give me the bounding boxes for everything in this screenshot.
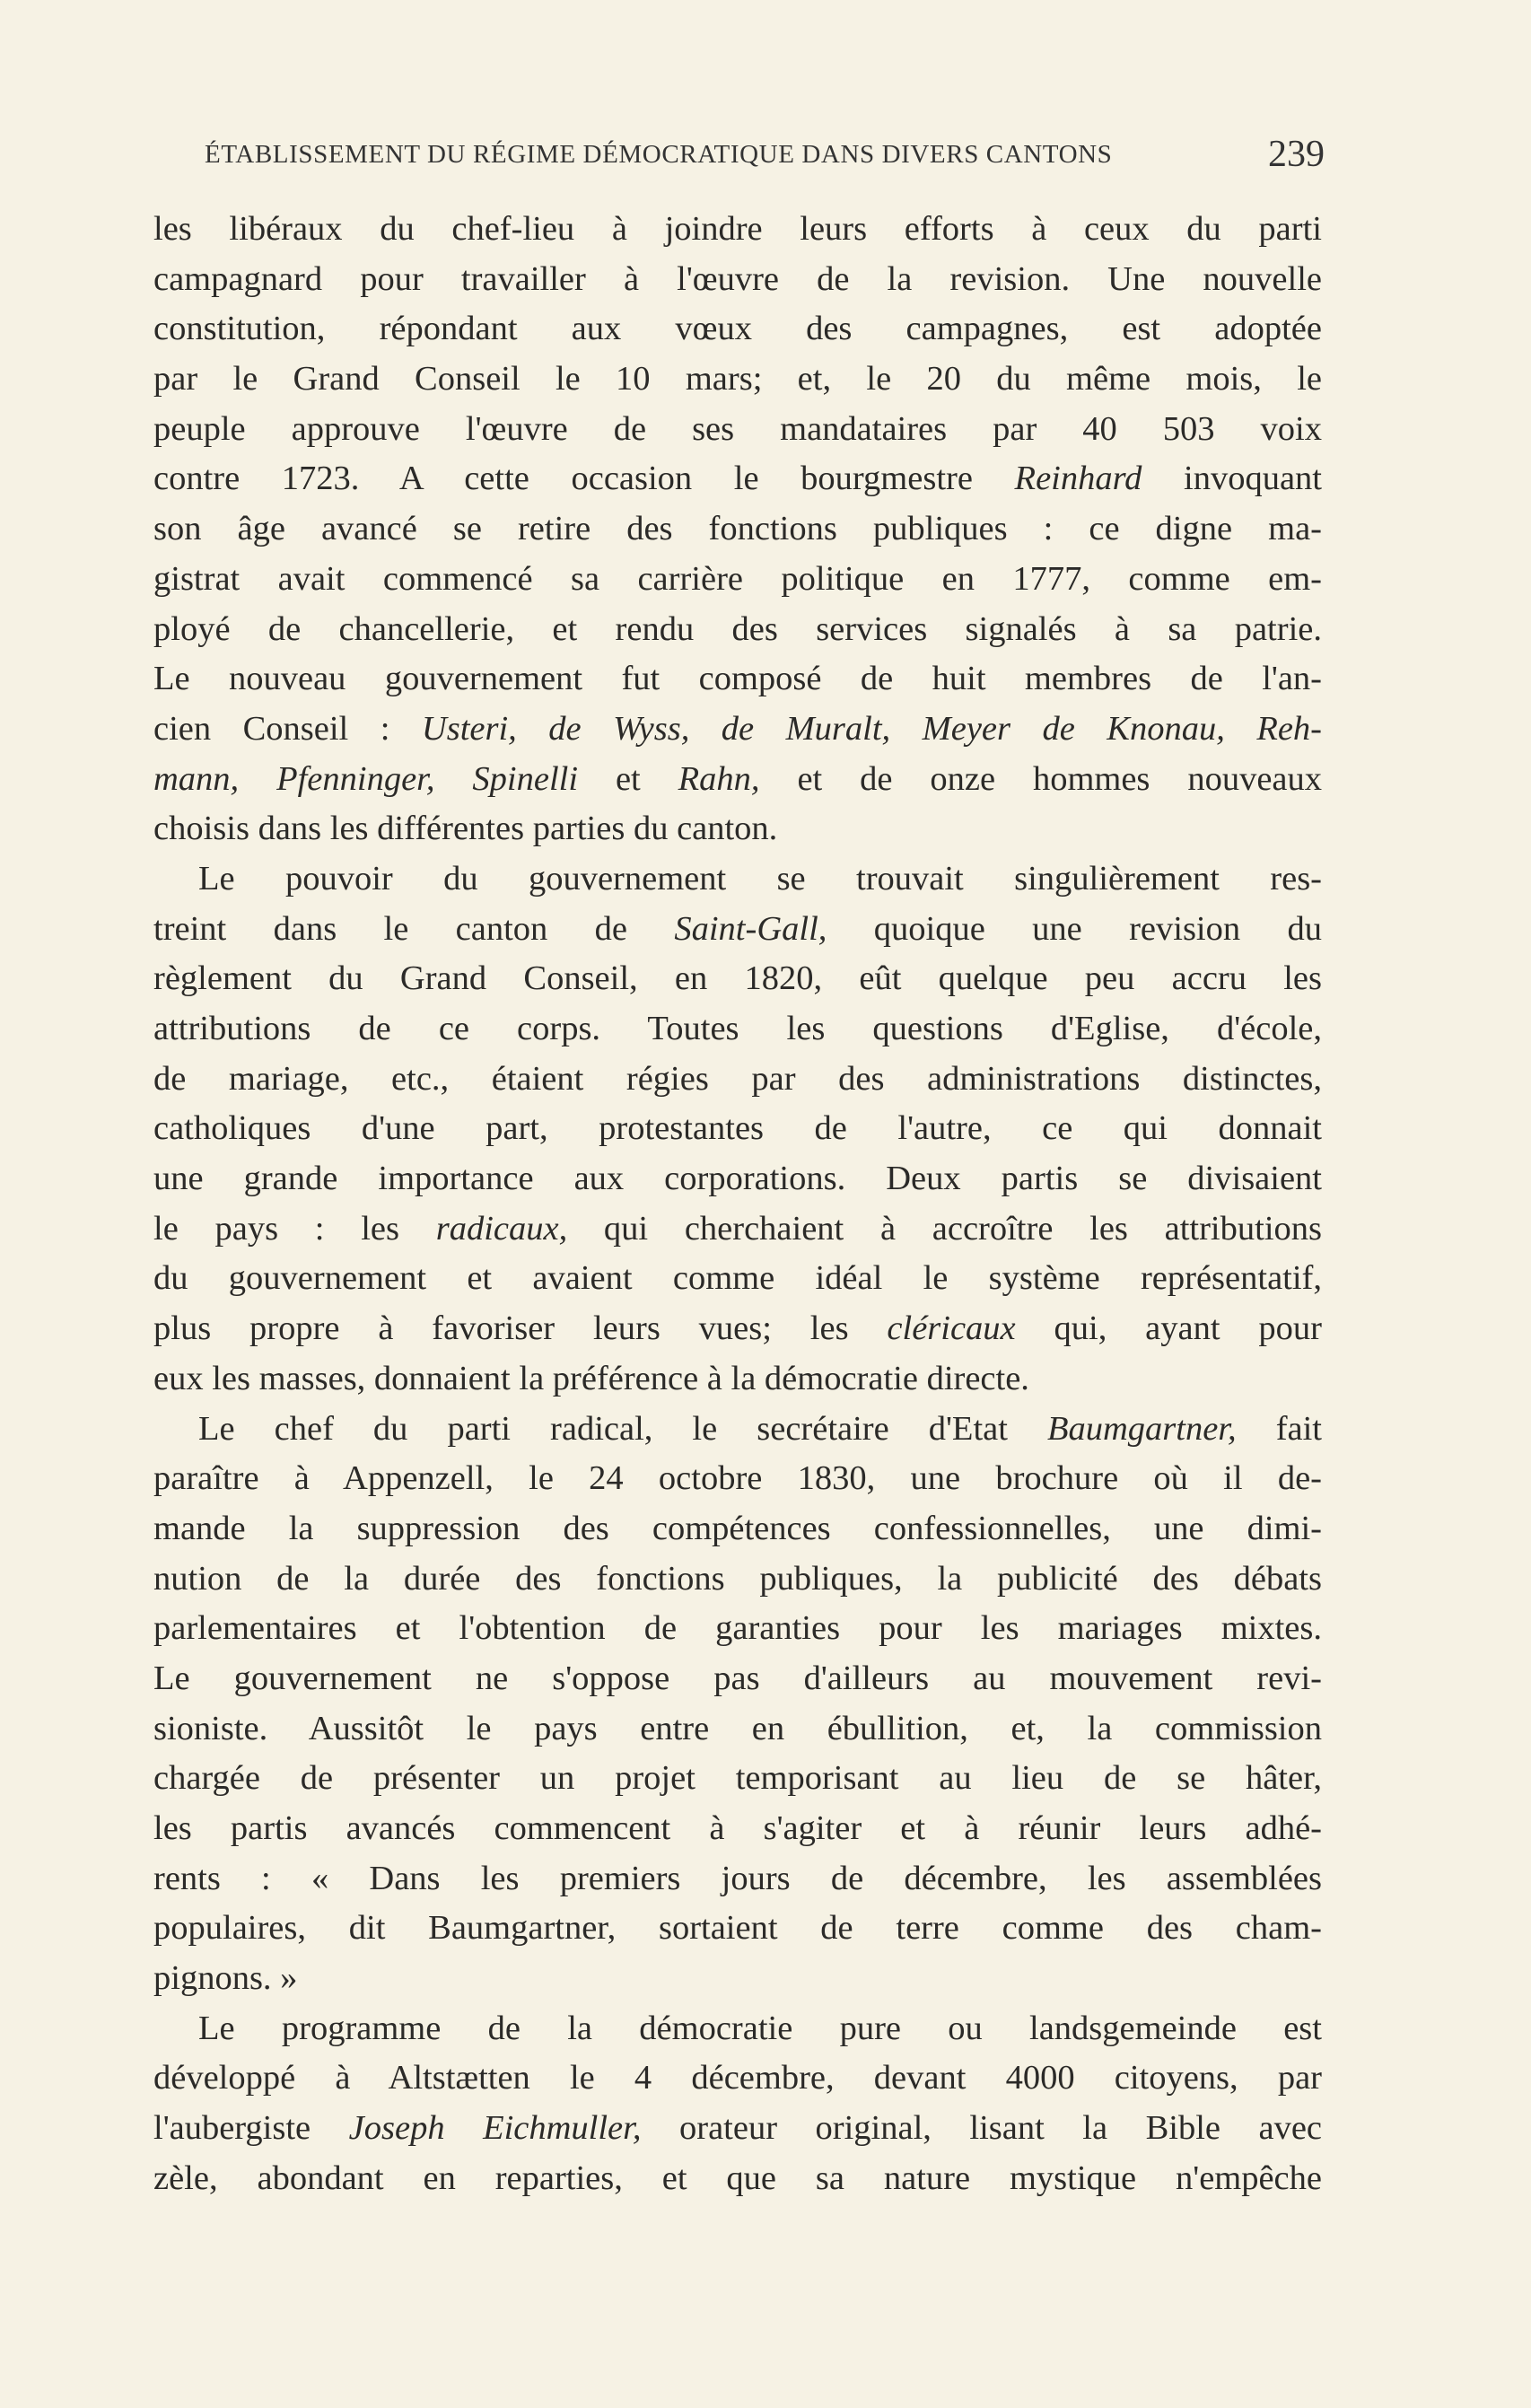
italic-name: Usteri, de Wyss, de Muralt, Meyer de Knonau, Reh- xyxy=(421,709,1322,748)
text-line xyxy=(153,1654,1322,1704)
text-segment: paraître à Appenzell, le 24 octobre 1830, une brochure où il de- xyxy=(153,1459,1322,1498)
paragraph xyxy=(153,1405,1322,2004)
text-segment: développé à Altstætten le 4 décembre, devant 4000 citoyens, par xyxy=(153,2059,1322,2097)
text-segment: contre 1723. A cette occasion le bourgmestre xyxy=(153,460,1015,498)
text-segment: du gouvernement et avaient comme idéal le système représentatif, xyxy=(153,1259,1322,1298)
text-segment: pignons. » xyxy=(153,1959,298,1998)
text-line xyxy=(153,1804,1322,1854)
text-segment: règlement du Grand Conseil, en 1820, eût quelque peu accru les xyxy=(153,959,1322,998)
text-segment: catholiques d'une part, protestantes de l'autre, ce qui donnait xyxy=(153,1109,1322,1148)
text-segment: nution de la durée des fonctions publiques, la publicité des débats xyxy=(153,1559,1322,1598)
body-text xyxy=(153,205,1322,2204)
text-segment: l'aubergiste xyxy=(153,2109,349,2148)
text-segment: parlementaires et l'obtention de garanties pour les mariages mixtes. xyxy=(153,1609,1322,1648)
text-segment: Le pouvoir du gouvernement se trouvait singulièrement res- xyxy=(198,859,1322,898)
text-line xyxy=(153,1454,1322,1504)
text-line xyxy=(153,1904,1322,1954)
text-segment: invoquant xyxy=(1142,460,1322,498)
text-segment: rents : « Dans les premiers jours de décembre, les assemblées xyxy=(153,1859,1322,1897)
italic-name: cléricaux xyxy=(887,1309,1016,1348)
paragraph xyxy=(153,205,1322,854)
text-segment: ployé de chancellerie, et rendu des services signalés à sa patrie. xyxy=(153,609,1322,648)
text-line xyxy=(153,555,1322,605)
text-segment: Le programme de la démocratie pure ou landsgemeinde est xyxy=(198,2009,1322,2047)
text-segment: treint dans le canton de xyxy=(153,909,675,948)
text-line xyxy=(153,1104,1322,1154)
italic-name: Joseph Eichmuller, xyxy=(348,2109,642,2148)
text-segment: orateur original, lisant la Bible avec xyxy=(641,2109,1322,2148)
text-segment: attributions de ce corps. Toutes les questions d'Eglise, d'école, xyxy=(153,1010,1322,1047)
text-line xyxy=(153,2053,1322,2104)
text-segment: les libéraux du chef-lieu à joindre leurs efforts à ceux du parti xyxy=(153,210,1322,248)
text-line xyxy=(153,1204,1322,1255)
text-line xyxy=(153,1754,1322,1804)
text-line xyxy=(153,1254,1322,1304)
text-segment: quoique une revision du xyxy=(827,909,1322,948)
text-line xyxy=(153,2104,1322,2154)
text-line xyxy=(153,1954,1322,2004)
text-line xyxy=(153,755,1322,805)
text-segment: le pays : les xyxy=(153,1209,436,1248)
text-segment: populaires, dit Baumgartner, sortaient de terre comme des cham- xyxy=(153,1909,1322,1948)
text-line xyxy=(153,905,1322,955)
text-segment: mande la suppression des compétences confessionnelles, une dimi- xyxy=(153,1509,1322,1547)
text-segment: Le chef du parti radical, le secrétaire d'Etat xyxy=(198,1409,1047,1448)
italic-name: Baumgartner, xyxy=(1046,1409,1237,1448)
text-segment: et xyxy=(578,759,678,798)
text-segment: les partis avancés commencent à s'agiter et à réunir leurs adhé- xyxy=(153,1809,1322,1847)
text-segment: campagnard pour travailler à l'œuvre de la revision. Une nouvelle xyxy=(153,259,1322,298)
running-header xyxy=(205,133,1325,178)
text-segment: par le Grand Conseil le 10 mars; et, le 20 du même mois, le xyxy=(153,360,1322,398)
text-line xyxy=(153,1405,1322,1455)
text-line xyxy=(153,1554,1322,1605)
text-segment: qui cherchaient à accroître les attributions xyxy=(567,1209,1323,1248)
text-line xyxy=(153,405,1322,455)
italic-name: mann, Pfenninger, Spinelli xyxy=(153,759,579,798)
text-segment: plus propre à favoriser leurs vues; les xyxy=(153,1309,888,1348)
text-segment: peuple approuve l'œuvre de ses mandataires par 40 503 voix xyxy=(153,409,1322,448)
text-line xyxy=(153,854,1322,905)
text-segment: Le gouvernement ne s'oppose pas d'ailleurs au mouvement revi- xyxy=(153,1659,1322,1697)
text-line xyxy=(153,1055,1322,1105)
text-segment: eux les masses, donnaient la préférence à la démocratie directe. xyxy=(153,1359,1029,1397)
text-segment: de mariage, etc., étaient régies par des administrations distinctes, xyxy=(153,1059,1322,1098)
running-title: ÉTABLISSEMENT DU RÉGIME DÉMOCRATIQUE DANS DIVERS CANTONS xyxy=(205,140,1113,169)
text-line xyxy=(153,205,1322,255)
text-line xyxy=(153,504,1322,555)
text-segment: Le nouveau gouvernement fut composé de huit membres de l'an- xyxy=(153,660,1322,698)
text-line xyxy=(153,1854,1322,1905)
text-line xyxy=(153,1304,1322,1354)
text-segment: sioniste. Aussitôt le pays entre en ébullition, et, la commission xyxy=(153,1709,1322,1747)
text-line xyxy=(153,1504,1322,1554)
text-line xyxy=(153,355,1322,405)
text-segment: choisis dans les différentes parties du canton. xyxy=(153,810,778,848)
text-line xyxy=(153,1004,1322,1055)
italic-name: Saint-Gall, xyxy=(674,909,827,948)
text-line xyxy=(153,454,1322,504)
paragraph xyxy=(153,2004,1322,2204)
text-line xyxy=(153,1354,1322,1405)
text-line xyxy=(153,654,1322,705)
text-line xyxy=(153,1604,1322,1654)
text-segment: constitution, répondant aux vœux des campagnes, est adoptée xyxy=(153,310,1322,348)
text-line xyxy=(153,2154,1322,2204)
italic-name: Reinhard xyxy=(1014,460,1142,498)
text-segment: qui, ayant pour xyxy=(1015,1309,1322,1348)
text-line xyxy=(153,954,1322,1004)
text-segment: zèle, abondant en reparties, et que sa nature mystique n'empêche xyxy=(153,2158,1322,2197)
paragraph xyxy=(153,854,1322,1405)
text-line xyxy=(153,255,1322,305)
text-line xyxy=(153,705,1322,755)
text-segment: une grande importance aux corporations. Deux partis se divisaient xyxy=(153,1160,1322,1198)
text-segment: gistrat avait commencé sa carrière politique en 1777, comme em- xyxy=(153,559,1322,598)
text-line xyxy=(153,804,1322,854)
text-segment: fait xyxy=(1236,1409,1322,1448)
text-segment: et de onze hommes nouveaux xyxy=(759,759,1322,798)
text-segment: cien Conseil : xyxy=(153,709,422,748)
text-line xyxy=(153,1154,1322,1204)
text-line xyxy=(153,605,1322,655)
text-line xyxy=(153,1704,1322,1755)
text-line xyxy=(153,2004,1322,2054)
page-number: 239 xyxy=(1268,134,1325,175)
text-segment: son âge avancé se retire des fonctions publiques : ce digne ma- xyxy=(153,510,1322,548)
italic-name: Rahn, xyxy=(678,759,760,798)
text-segment: chargée de présenter un projet temporisant au lieu de se hâter, xyxy=(153,1759,1322,1798)
italic-name: radicaux, xyxy=(435,1209,568,1248)
text-line xyxy=(153,304,1322,355)
